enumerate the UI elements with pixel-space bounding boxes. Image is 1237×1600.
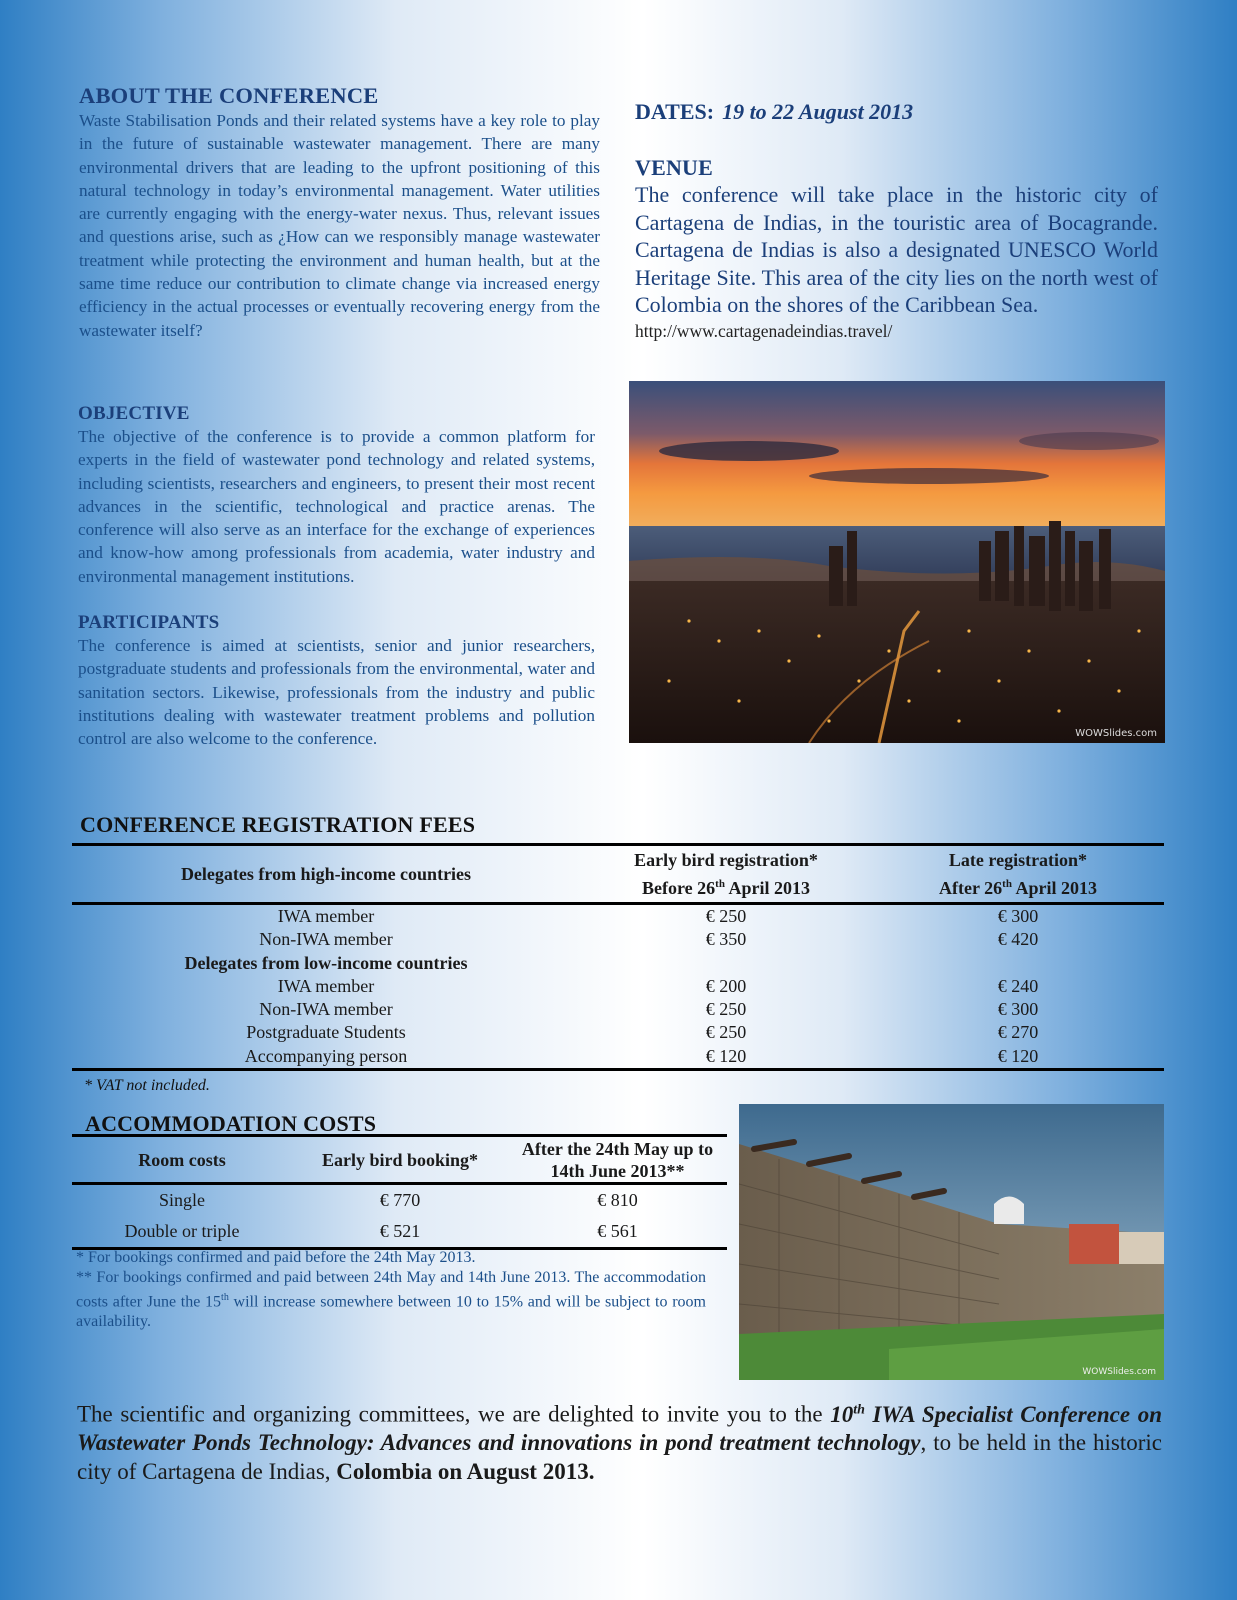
conference-title: IWA Specialist Conference on Wastewater Ponds Technology: Advances and innovations in pond treatment technology xyxy=(77,1401,1162,1456)
photo-watermark: WOWSlides.com xyxy=(1075,728,1157,739)
vat-note: * VAT not included. xyxy=(84,1077,210,1094)
closing-statement: The scientific and organizing committees, we are delighted to invite you to the 10th IWA Specialist Conference on Wastewater Ponds Technology: Advances and innovations in pond treatment technology, to be held in the historic city of Cartagena de Indias, Colombia on August 2013. xyxy=(77,1401,1162,1484)
dates-value: 19 to 22 August 2013 xyxy=(722,99,914,124)
closing-part-1: The scientific and organizing committees, we are delighted to invite you to the xyxy=(77,1401,831,1427)
venue-text: The conference will take place in the historic city of Cartagena de Indias, in the touristic area of Bocagrande. Cartagena de Indias is also a designated UNESCO World Heritage Site. This area of the city lies on the north west of Colombia on the shores of the Caribbean Sea. xyxy=(635,182,1158,317)
accommodation-heading: ACCOMMODATION COSTS xyxy=(85,1111,377,1136)
dates-line xyxy=(635,99,913,125)
fees-head-late: Late registration* After 26th April 2013 xyxy=(872,845,1164,904)
accommodation-notes xyxy=(76,1248,706,1332)
cartagena-sunset-photo xyxy=(629,381,1165,743)
table-row-subheading: Delegates from low-income countries xyxy=(184,952,468,973)
accommodation-table xyxy=(72,1134,727,1250)
table-row: Single € 770 € 810 xyxy=(158,1190,638,1210)
objective-heading: OBJECTIVE xyxy=(78,403,190,424)
table-row: Double or triple € 521 € 561 xyxy=(72,1216,727,1249)
venue-section xyxy=(635,155,1158,342)
participants-text: The conference is aimed at scientists, senior and junior researchers, postgraduate students and professionals from the environmental, water and sanitation sectors. Likewise, professionals from the industry and public institutions dealing with wastewater treatment problems and pollution control are also welcome to the conference. xyxy=(78,636,595,749)
objective-section xyxy=(78,403,595,588)
fees-head-early: Early bird registration* Before 26th April 2013 xyxy=(580,845,872,904)
participants-heading: PARTICIPANTS xyxy=(78,612,220,633)
acc-head-room: Room costs xyxy=(72,1136,292,1184)
photo-watermark-2: WOWSlides.com xyxy=(1082,1367,1156,1377)
fees-heading: CONFERENCE REGISTRATION FEES xyxy=(80,812,476,837)
fees-head-category: Delegates from high-income countries xyxy=(72,845,580,904)
table-row: Postgraduate Students € 250 € 270 xyxy=(246,1022,1039,1043)
about-section xyxy=(79,83,600,342)
acc-head-early: Early bird booking* xyxy=(292,1136,508,1184)
venue-url[interactable]: http://www.cartagenadeindias.travel/ xyxy=(635,320,893,341)
acc-head-after: After the 24th May up to 14th June 2013** xyxy=(508,1136,727,1184)
table-row: Non-IWA member € 350 € 420 xyxy=(259,929,1039,950)
table-row: IWA member € 250 € 300 xyxy=(277,906,1039,926)
table-row: Non-IWA member € 250 € 300 xyxy=(259,999,1039,1020)
objective-text: The objective of the conference is to provide a common platform for experts in the field of wastewater pond technology and related systems, including scientists, researchers and engineers, to present their most recent advances in the scientific, technological and practice arenas. The conference will also serve as an interface for the exchange of experiences and know-how among professionals from academia, water industry and environmental management institutions. xyxy=(78,427,595,586)
about-text: Waste Stabilisation Ponds and their related systems have a key role to play in the future of sustainable wastewater management. There are many environmental drivers that are leading to the upfront positioning of this natural technology in today’s environmental management. Water utilities are currently engaging with the energy-water nexus. Thus, relevant issues and questions arise, such as ¿How can we responsibly manage wastewater treatment while protecting the environment and human health, but at the same time reduce our contribution to climate change via increased energy efficiency in the actual processes or eventually recovering energy from the wastewater itself? xyxy=(79,111,600,340)
accommodation-note-1: * For bookings confirmed and paid before the 24th May 2013. xyxy=(76,1249,476,1266)
closing-location: Colombia on August 2013. xyxy=(336,1458,595,1484)
fortress-wall-photo xyxy=(739,1104,1164,1380)
accommodation-note-2: ** For bookings confirmed and paid between 24th May and 14th June 2013. The accommodation costs after June the 15th will increase somewhere between 10 to 15% and will be subject to room availability. xyxy=(76,1269,706,1331)
about-heading: ABOUT THE CONFERENCE xyxy=(79,83,379,108)
table-row: Accompanying person € 120 € 120 xyxy=(72,1045,1164,1070)
venue-heading: VENUE xyxy=(635,155,714,180)
registration-fees-table xyxy=(72,843,1164,1071)
dates-label: DATES: xyxy=(635,99,715,124)
participants-section xyxy=(78,612,595,750)
table-row: IWA member € 200 € 240 xyxy=(277,975,1039,996)
